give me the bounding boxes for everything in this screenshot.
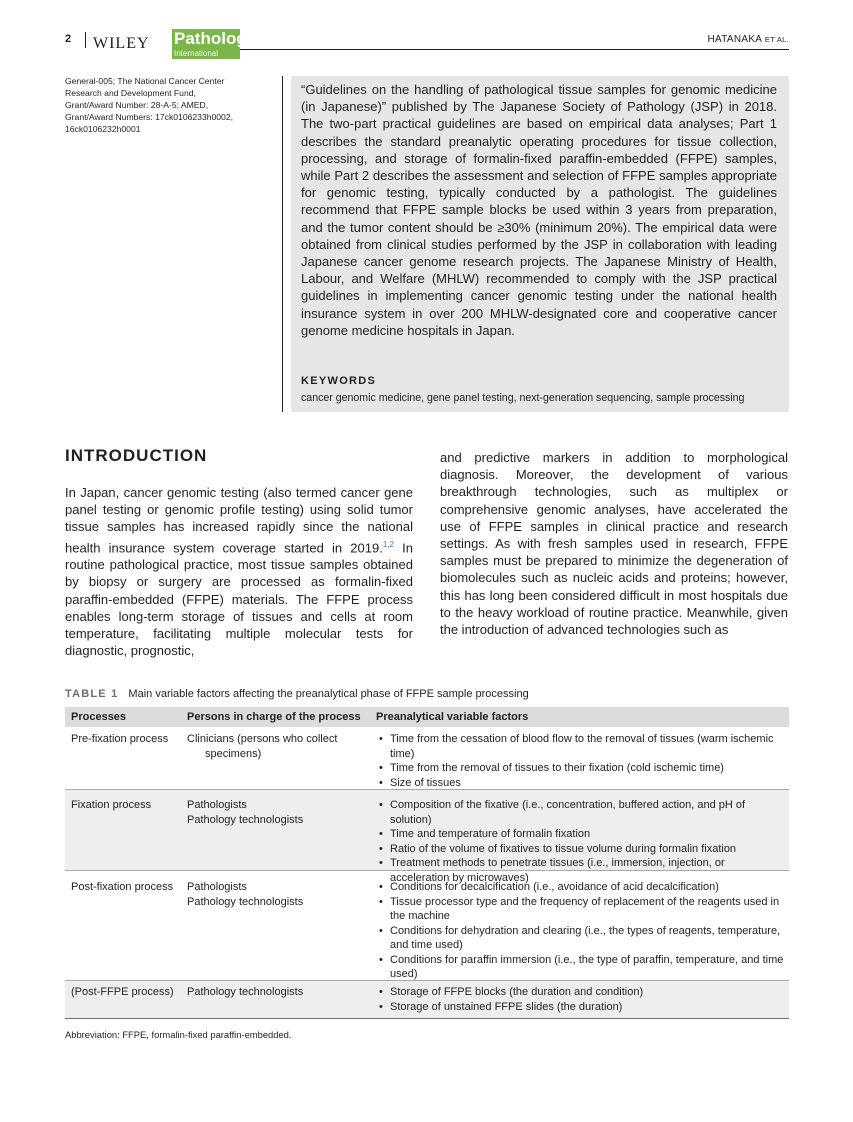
- persons-cell: [187, 880, 373, 909]
- header-divider: [85, 32, 86, 48]
- running-head-suffix: ET AL.: [764, 35, 789, 44]
- column-header-persons: Persons in charge of the process: [187, 711, 361, 723]
- factor-item: • Storage of unstained FFPE slides (the duration): [378, 1000, 784, 1015]
- abstract-box: [291, 76, 789, 412]
- journal-logo: [172, 29, 257, 59]
- journal-name: Pathology: [174, 29, 257, 48]
- table-row: [65, 981, 789, 1019]
- person-entry: Pathologists: [187, 799, 247, 811]
- factor-item: • Composition of the fixative (i.e., concentration, buffered action, and pH of solution): [378, 798, 784, 827]
- factors-cell: [378, 880, 784, 982]
- factor-item: • Time from the cessation of blood flow to the removal of tissues (warm ischemic time): [378, 732, 784, 761]
- keywords-list: cancer genomic medicine, gene panel testing, next-generation sequencing, sample processing: [301, 392, 745, 404]
- journal-subname: International: [174, 49, 219, 58]
- abstract-rule: [282, 76, 283, 412]
- introduction-heading: INTRODUCTION: [65, 446, 208, 465]
- person-entry: Pathology technologists: [187, 986, 304, 998]
- variable-factors-table: [65, 707, 789, 1019]
- factors-cell: [378, 985, 784, 1014]
- process-cell: Post-fixation process: [71, 881, 174, 893]
- person-entry: Pathology technologists: [187, 813, 304, 826]
- factor-item: • Conditions for paraffin immersion (i.e., the type of paraffin, temperature, and time used): [378, 953, 784, 982]
- factor-item: • Conditions for decalcification (i.e., avoidance of acid decalcification): [378, 880, 784, 895]
- column-header-processes: Processes: [71, 711, 127, 723]
- running-head: [707, 34, 789, 45]
- introduction-left-column: [65, 484, 413, 659]
- person-entry: Pathology technologists: [187, 895, 304, 908]
- factor-item: • Treatment methods to penetrate tissues (i.e., immersion, injection, or acceleration by microwaves): [378, 856, 784, 885]
- running-head-author: HATANAKA: [707, 34, 762, 45]
- factor-item: • Conditions for dehydration and clearing (i.e., the types of reagents, temperature, and time used): [378, 924, 784, 953]
- process-cell: Fixation process: [71, 799, 152, 811]
- factor-item: • Time and temperature of formalin fixation: [378, 827, 784, 842]
- process-cell: Pre-fixation process: [71, 733, 169, 745]
- persons-cell: [187, 985, 373, 1000]
- table-row: [65, 727, 789, 790]
- table-caption: [65, 688, 529, 700]
- persons-cell: [187, 732, 373, 761]
- person-entry: Pathologists: [187, 881, 247, 893]
- funding-note: General-005; The National Cancer Center Research and Development Fund, Grant/Award Number: 28-A-5; AMED, Grant/Award Numbers: 17ck0106233h0002, 16ck0106232h0001: [65, 76, 234, 135]
- table-title: Main variable factors affecting the preanalytical phase of FFPE sample processing: [128, 688, 529, 700]
- page-header: [65, 30, 789, 60]
- factors-cell: [378, 732, 784, 790]
- table-label: TABLE 1: [65, 688, 119, 700]
- persons-cell: [187, 798, 373, 827]
- intro-paragraph-part2: In routine pathological practice, most tissue samples obtained by biopsy or surgery are processed as formalin-fixed paraffin-embedded (FFPE) materials. The FFPE process enables long-term storage of tissues and cells at room temperature, facilitating multiple molecular tests for diagnostic, prognostic,: [65, 539, 413, 659]
- citation-link[interactable]: 1,2: [382, 539, 394, 549]
- table-header-row: [65, 707, 789, 727]
- factor-item: • Time from the removal of tissues to their fixation (cold ischemic time): [378, 761, 784, 776]
- factor-item: • Size of tissues: [378, 776, 784, 791]
- intro-paragraph-part1: In Japan, cancer genomic testing (also termed cancer gene panel testing or genomic profile testing) using solid tumor tissue samples has increased rapidly since the national health insurance system coverage started in 2019.: [65, 485, 413, 555]
- process-cell: (Post-FFPE process): [71, 986, 174, 998]
- factor-item: • Ratio of the volume of fixatives to tissue volume during formalin fixation: [378, 842, 784, 857]
- factor-item: • Tissue processor type and the frequency of replacement of the reagents used in the machine: [378, 895, 784, 924]
- person-entry: Clinicians (persons who collect specimens): [187, 733, 338, 760]
- keywords-heading: KEYWORDS: [301, 375, 377, 387]
- header-rule: [238, 49, 789, 50]
- publisher-logo: WILEY: [93, 35, 150, 52]
- table-footnote: Abbreviation: FFPE, formalin-fixed paraffin-embedded.: [65, 1029, 292, 1040]
- table-row: [65, 871, 789, 981]
- column-header-factors: Preanalytical variable factors: [376, 711, 529, 723]
- table-row: [65, 790, 789, 884]
- introduction-right-column: and predictive markers in addition to morphological diagnosis. Moreover, the development of various breakthrough technologies, such as multiplex or comprehensive genomic analyses, have accelerated the use of FFPE samples in clinical practice and research settings. As with fresh samples used in research, FFPE samples must be prepared to minimize the degeneration of biomolecules such as nucleic acids and proteins; however, this has long been considered difficult in most hospitals due to the heavy workload of routine practice. Meanwhile, given the introduction of advanced technologies such as: [440, 450, 788, 638]
- page-number: 2: [65, 33, 72, 45]
- factor-item: • Storage of FFPE blocks (the duration and condition): [378, 985, 784, 1000]
- abstract-text: “Guidelines on the handling of pathological tissue samples for genomic medicine (in Japanese)” published by The Japanese Society of Pathology (JSP) in 2018. The two-part practical guidelines are based on empirical data analyses; Part 1 describes the standard preanalytic operating procedures for tissue collection, processing, and storage of formalin-fixed paraffin-embedded (FFPE) samples, while Part 2 describes the assessment and selection of FFPE samples appropriate for genomic testing, typically conducted by a pathologist. The guidelines recommend that FFPE sample blocks be used within 3 years from preparation, and the tumor content should be ≥30% (minimum 20%). The empirical data were obtained from clinical studies performed by the JSP in collaboration with leading Japanese cancer genome research projects. The Japanese Ministry of Health, Labour, and Welfare (MHLW) recommended to comply with the JSP practical guidelines in implementing cancer genomic testing under the national health insurance system in over 200 MHLW-designated core and cooperative cancer genome medicine hospitals in Japan.: [301, 82, 777, 338]
